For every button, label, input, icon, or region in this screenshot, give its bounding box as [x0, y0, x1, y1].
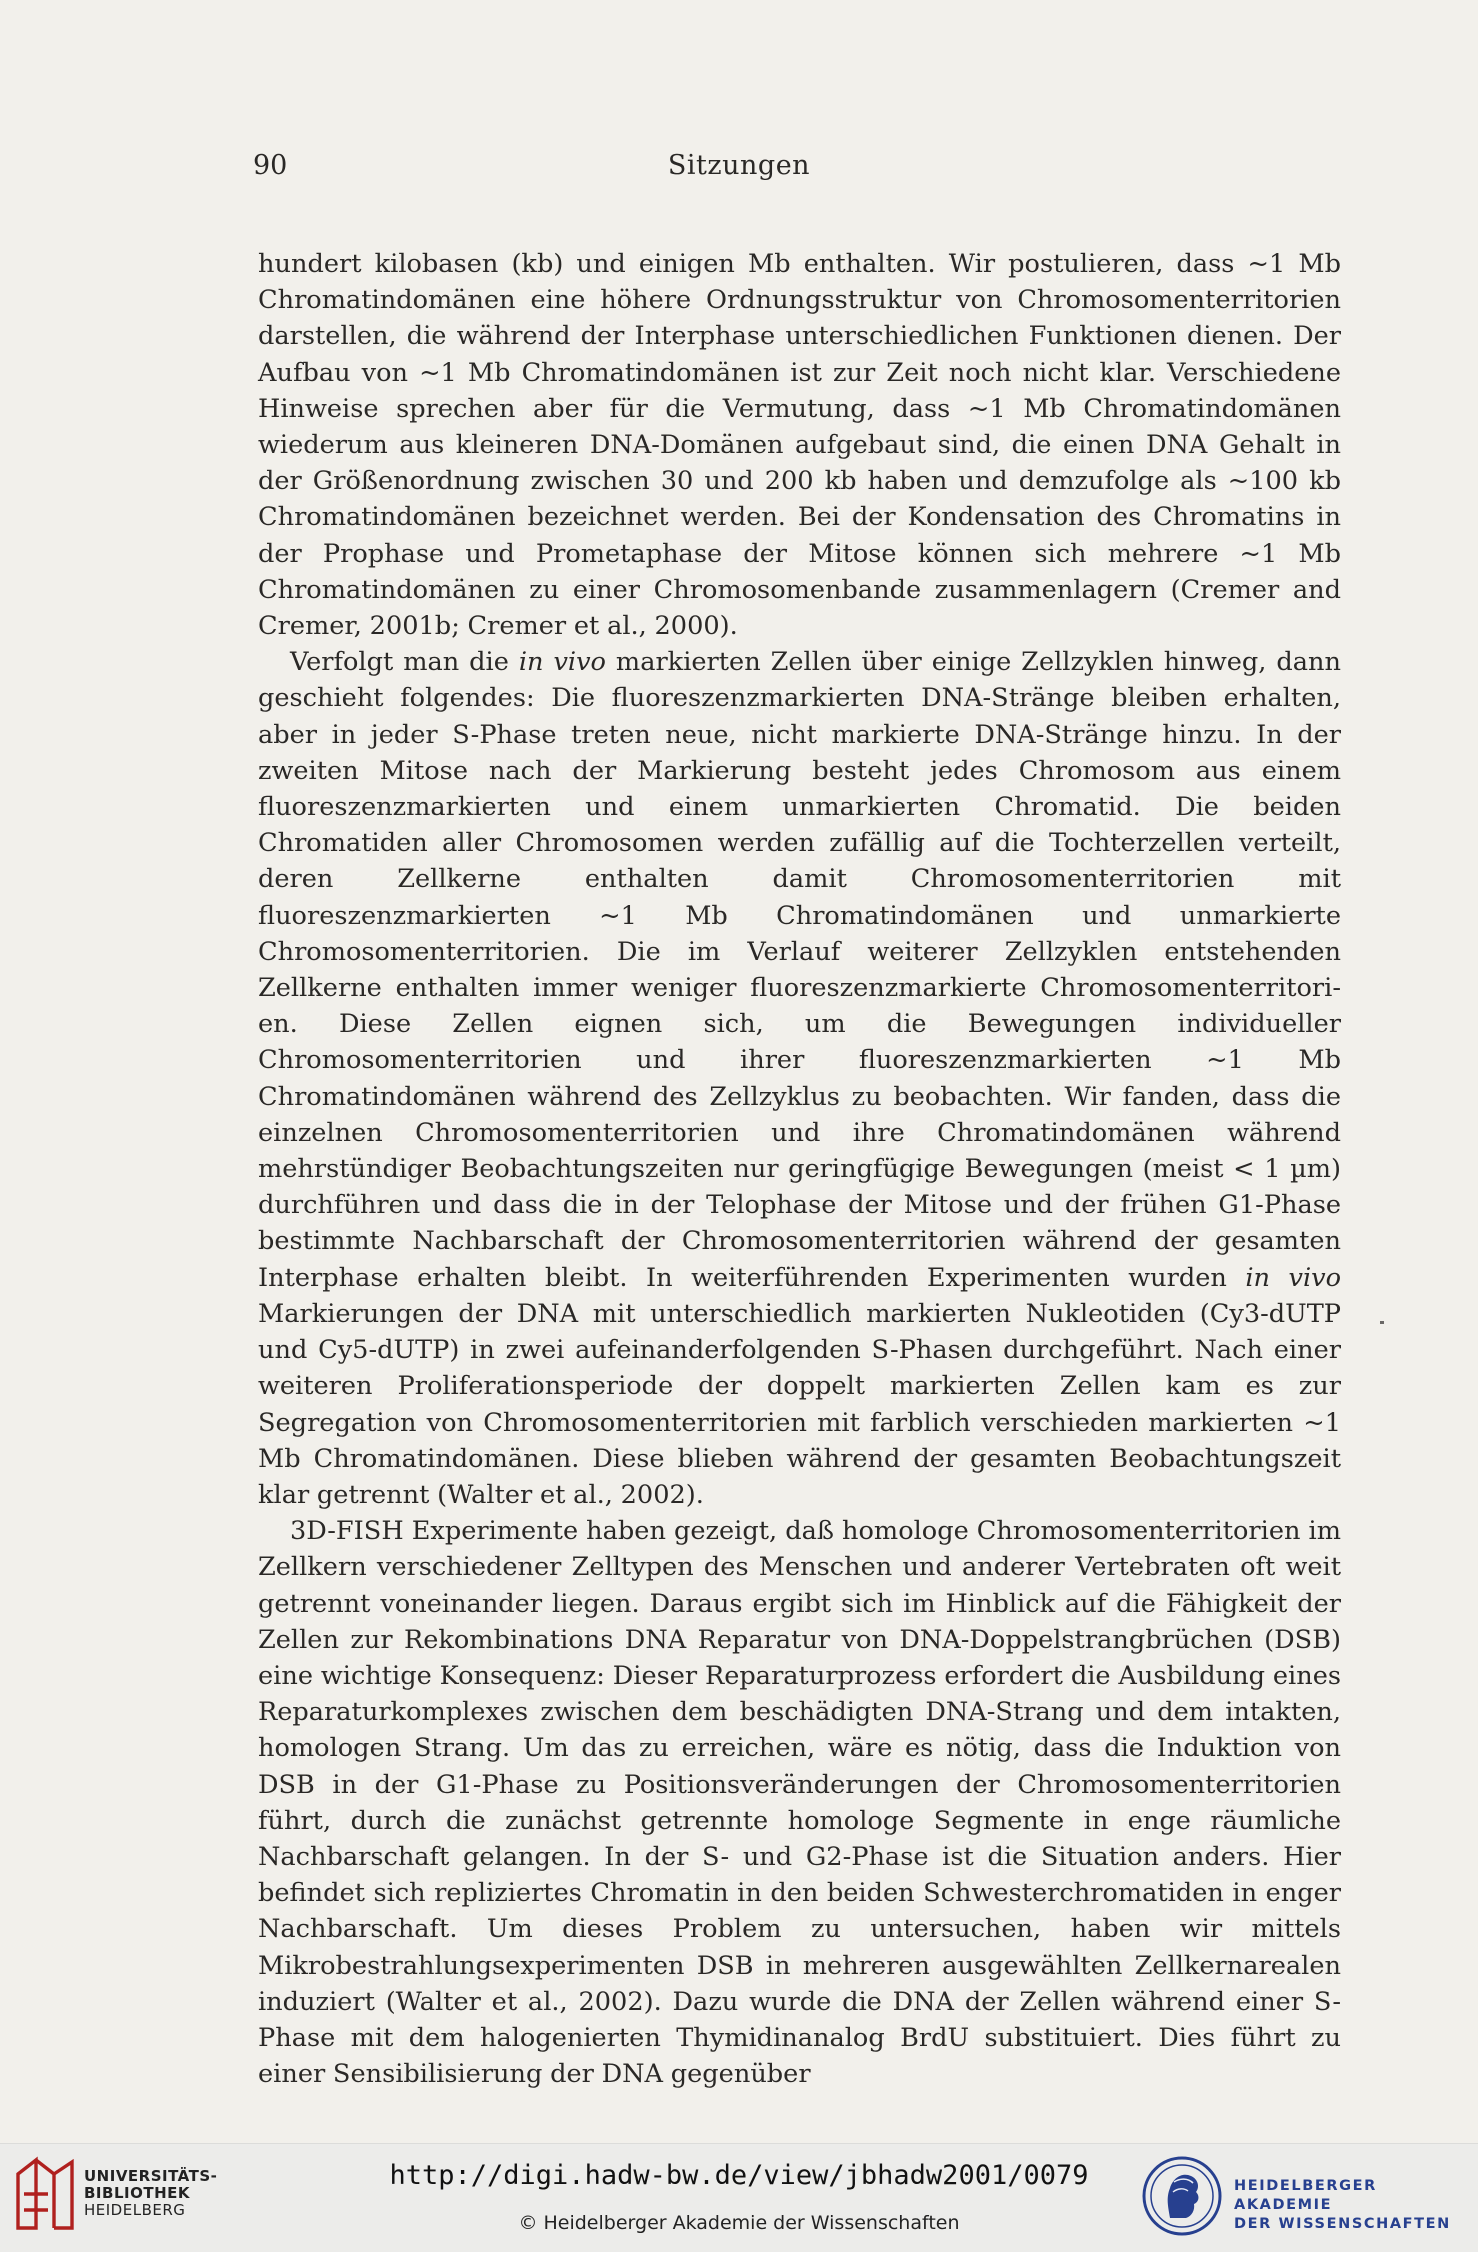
paragraph-2-text: markierten Zellen über einige Zellzyklen hinweg, dann geschieht folgendes: Die fluoreszenzmarkierten DNA-Stränge bleiben erhalten, aber in jeder S-Phase treten neue, nicht markierte DNA-Stränge hinzu. In der zweiten Mitose nach der Markierung besteht jedes Chromosom aus einem fluoreszenzmarkierten und einem unmarkierten Chromatid. Die beiden Chromatiden aller Chromosomen werden zufällig auf die Tochterzellen verteilt, deren Zellkerne enthalten damit Chromosomenterritorien mit fluoreszenzmarkierten ~1 Mb Chromatindomänen und unmarkierte Chromosomenterritorien. Die im Verlauf weiterer Zellzyklen entstehenden Zellkerne enthalten immer weniger fluoreszenzmarkierte Chromosomenterritorien. Diese Zellen eignen sich, um die Bewegungen individueller Chromosomenterritorien und ihrer fluoreszenzmarkierten ~1 Mb Chromatindomänen während des Zellzyklus zu beobachten. Wir fanden, dass die einzelnen Chromosomenterritorien und ihre Chromatindomänen während mehrstündiger Beobachtungszeiten nur geringfügige Bewegungen (meist < 1 µm) durchführen und dass die in der Telophase der Mitose und der frühen G1-Phase bestimmte Nachbarschaft der Chromosomenterritorien während der gesamten Interphase erhalten bleibt. In weiterführenden Experimenten wurden: [258, 647, 1341, 1293]
italic-term-in-vivo: in vivo: [1245, 1262, 1341, 1293]
italic-term-in-vivo: in vivo: [518, 647, 606, 678]
page-number: 90: [253, 150, 288, 181]
body-text: [258, 246, 1341, 2092]
digitization-footer: [0, 2143, 1478, 2252]
paragraph-2-continuation: Markierungen der DNA mit unterschiedlich markierten Nukleotiden (Cy3-dUTP und Cy5-dUTP) in zwei aufeinanderfolgenden S-Phasen durchgeführt. Nach einer weiteren Proliferationsperiode der doppelt markierten Zellen kam es zur Segregation von Chromosomenterritorien mit farblich verschieden markierten ~1 Mb Chromatindomänen. Diese blieben während der gesamten Beobachtungszeit klar getrennt (Walter et al., 2002).: [258, 1298, 1341, 1510]
copyright-notice: © Heidelberger Akademie der Wissenschaften: [518, 2212, 960, 2234]
paragraph-2-lead: Verfolgt man die: [290, 647, 509, 678]
academy-name: HEIDELBERGER AKADEMIE DER WISSENSCHAFTEN: [1234, 2178, 1451, 2232]
paragraph-2: [258, 644, 1341, 1513]
running-header: [0, 150, 1478, 190]
paragraph-3: 3D-FISH Experimente haben gezeigt, daß homologe Chromosomenterritorien im Zellkern verschiedener Zelltypen des Menschen und anderer Vertebraten oft weit getrennt voneinander liegen. Daraus ergibt sich im Hinblick auf die Fähigkeit der Zellen zur Rekombinations DNA Reparatur von DNA-Doppelstrangbrüchen (DSB) eine wichtige Konsequenz: Dieser Reparaturprozess erfordert die Ausbildung eines Reparaturkomplexes zwischen dem beschädigten DNA-Strang und dem intakten, homologen Strang. Um das zu erreichen, wäre es nötig, dass die Induktion von DSB in der G1-Phase zu Positionsveränderungen der Chromosomenterritorien führt, durch die zunächst getrennte homologe Segmente in enge räumliche Nachbarschaft gelangen. In der S- und G2-Phase ist die Situation anders. Hier befindet sich repliziertes Chromatin in den beiden Schwesterchromatiden in enger Nachbarschaft. Um dieses Problem zu untersuchen, haben wir mittels Mikrobestrahlungsexperimenten DSB in mehreren ausgewählten Zellkernarealen induziert (Walter et al., 2002). Dazu wurde die DNA der Zellen während einer S-Phase mit dem halogenierten Thymidinanalog BrdU substituiert. Dies führt zu einer Sensibilisierung der DNA gegenüber: [258, 1516, 1341, 2090]
margin-mark: [1380, 1321, 1384, 1324]
running-title: Sitzungen: [667, 150, 811, 181]
library-name: UNIVERSITÄTS- BIBLIOTHEK HEIDELBERG: [84, 2167, 218, 2219]
paragraph-1: hundert kilobasen (kb) und einigen Mb enthalten. Wir postulieren, dass ~1 Mb Chromatindomänen eine höhere Ordnungsstruktur von Chromosomenterritorien darstellen, die während der Interphase unterschiedlichen Funktionen dienen. Der Aufbau von ~1 Mb Chromatindomänen ist zur Zeit noch nicht klar. Verschiedene Hinweise sprechen aber für die Vermutung, dass ~1 Mb Chromatindomänen wiederum aus kleineren DNA-Domänen aufgebaut sind, die einen DNA Gehalt in der Größenordnung zwischen 30 und 200 kb haben und demzufolge als ~100 kb Chromatindomänen bezeichnet werden. Bei der Kondensation des Chromatins in der Prophase und Prometaphase der Mitose können sich mehrere ~1 Mb Chromatindomänen zu einer Chromosomenbande zusammenlagern (Cremer and Cremer, 2001b; Cremer et al., 2000).: [258, 249, 1341, 642]
academy-seal-logo-icon: [1140, 2154, 1224, 2238]
source-url[interactable]: http://digi.hadw-bw.de/view/jbhadw2001/0079: [389, 2160, 1089, 2191]
